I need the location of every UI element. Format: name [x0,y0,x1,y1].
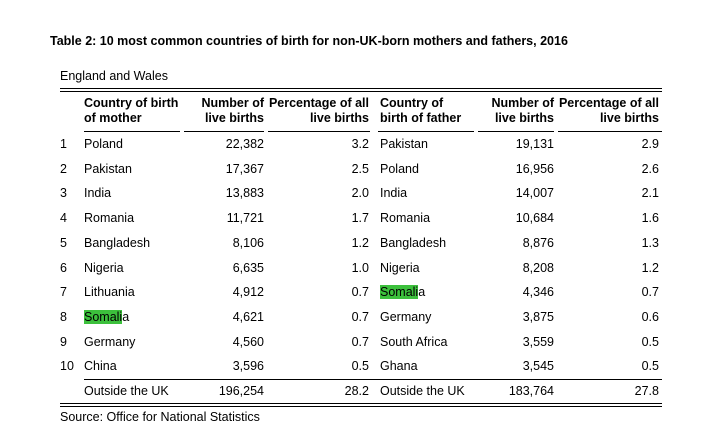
father-pct-cell: 1.6 [641,211,659,226]
rank-cell: 5 [60,235,67,250]
outside-mother-births: 196,254 [218,384,264,398]
rank-cell: 6 [60,260,67,275]
mother-pct-cell: 2.0 [351,186,369,201]
mother-births-cell: 11,721 [226,211,264,226]
outside-father-country: Outside the UK [380,384,465,398]
mother-country-cell: Bangladesh [84,235,151,250]
outside-father-pct: 27.8 [634,384,659,398]
header-line: of mother [84,111,142,125]
header-line: Percentage of all [558,96,659,110]
header-line: live births [309,111,369,125]
mother-births-cell: 4,621 [232,309,264,324]
header-line: Percentage of all [268,96,369,110]
header-underline [558,131,662,132]
mother-births-cell: 4,912 [232,285,264,300]
search-highlight: Somali [380,285,419,300]
header-line: Number of [491,96,554,110]
total-rule [84,379,662,380]
mother-country-cell: Poland [84,137,123,151]
father-births-cell: 10,684 [515,211,554,226]
mother-country-cell: Lithuania [84,285,135,300]
father-pct-cell: 0.7 [641,285,659,300]
father-pct-cell: 2.1 [641,186,659,201]
rank-cell: 1 [60,137,67,151]
header-underline [184,131,264,132]
mother-pct-cell: 1.7 [351,211,369,226]
mother-births-cell: 22,382 [225,137,264,151]
bottom-rule [60,403,662,404]
father-country-cell: Somalia [380,285,426,300]
father-country-cell: Pakistan [380,137,428,151]
father-births-cell: 14,007 [515,186,554,201]
header-mother-births [184,96,264,126]
rank-cell: 3 [60,186,67,201]
father-births-cell: 19,131 [515,137,554,151]
rank-cell: 7 [60,285,67,300]
father-country-cell: Bangladesh [380,235,447,250]
rank-cell: 2 [60,161,67,176]
search-highlight: Somali [84,309,123,324]
mother-country-cell: Romania [84,211,135,226]
mother-country-cell: India [84,186,112,201]
header-mother-pct [264,96,369,126]
mother-births-cell: 4,560 [232,334,264,349]
father-births-cell: 4,346 [522,285,554,300]
mother-births-cell: 8,106 [232,235,264,250]
father-births-cell: 3,875 [522,309,554,324]
mother-country-cell: Germany [84,334,136,349]
mother-pct-cell: 0.5 [351,359,369,374]
father-pct-cell: 2.6 [641,161,659,176]
table-title: Table 2: 10 most common countries of birth for non-UK-born mothers and fathers, 2016 [50,34,568,48]
rank-cell: 8 [60,309,67,324]
mother-country-cell: Somalia [84,309,130,324]
region-label: England and Wales [60,69,168,83]
father-pct-cell: 2.9 [641,137,659,151]
mother-pct-cell: 0.7 [351,334,369,349]
bottom-rule-inner [60,406,662,407]
father-pct-cell: 1.2 [641,260,659,275]
header-line: Country of [380,96,444,110]
father-pct-cell: 0.5 [641,359,659,374]
header-underline [84,131,180,132]
father-pct-cell: 1.3 [641,235,659,250]
top-rule [60,88,662,89]
mother-births-cell: 3,596 [232,359,264,374]
mother-pct-cell: 0.7 [351,309,369,324]
father-births-cell: 8,876 [522,235,554,250]
father-births-cell: 3,559 [522,334,554,349]
mother-pct-cell: 2.5 [351,161,369,176]
header-underline [268,131,370,132]
header-line: live births [599,111,659,125]
header-line: live births [204,111,264,125]
outside-father-births: 183,764 [508,384,554,398]
father-births-cell: 16,956 [515,161,554,176]
rank-cell: 4 [60,211,67,226]
mother-pct-cell: 1.2 [351,235,369,250]
mother-births-cell: 13,883 [225,186,264,201]
father-country-cell: Nigeria [380,260,420,275]
father-country-cell: Poland [380,161,419,176]
source-note: Source: Office for National Statistics [60,410,260,424]
mother-pct-cell: 0.7 [351,285,369,300]
father-country-cell: Germany [380,309,432,324]
top-rule-inner [60,91,662,92]
father-country-cell: South Africa [380,334,448,349]
outside-mother-pct: 28.2 [344,384,369,398]
father-country-cell: Ghana [380,359,418,374]
header-line: Country of birth [84,96,179,110]
header-father-country [380,96,461,126]
header-mother-country [84,96,178,126]
father-pct-cell: 0.5 [641,334,659,349]
header-father-births [474,96,554,126]
father-pct-cell: 0.6 [641,309,659,324]
mother-country-cell: Pakistan [84,161,132,176]
mother-births-cell: 17,367 [225,161,264,176]
header-father-pct [554,96,659,126]
header-line: live births [494,111,554,125]
header-line: birth of father [380,111,462,125]
mother-country-cell: China [84,359,117,374]
mother-country-cell: Nigeria [84,260,124,275]
rank-cell: 10 [60,359,74,374]
header-line: Number of [201,96,264,110]
mother-pct-cell: 1.0 [351,260,369,275]
outside-mother-country: Outside the UK [84,384,169,398]
father-births-cell: 8,208 [522,260,554,275]
rank-cell: 9 [60,334,67,349]
header-underline [478,131,554,132]
mother-births-cell: 6,635 [232,260,264,275]
father-country-cell: Romania [380,211,431,226]
mother-pct-cell: 3.2 [351,137,369,151]
father-country-cell: India [380,186,408,201]
father-births-cell: 3,545 [522,359,554,374]
header-underline [378,131,474,132]
